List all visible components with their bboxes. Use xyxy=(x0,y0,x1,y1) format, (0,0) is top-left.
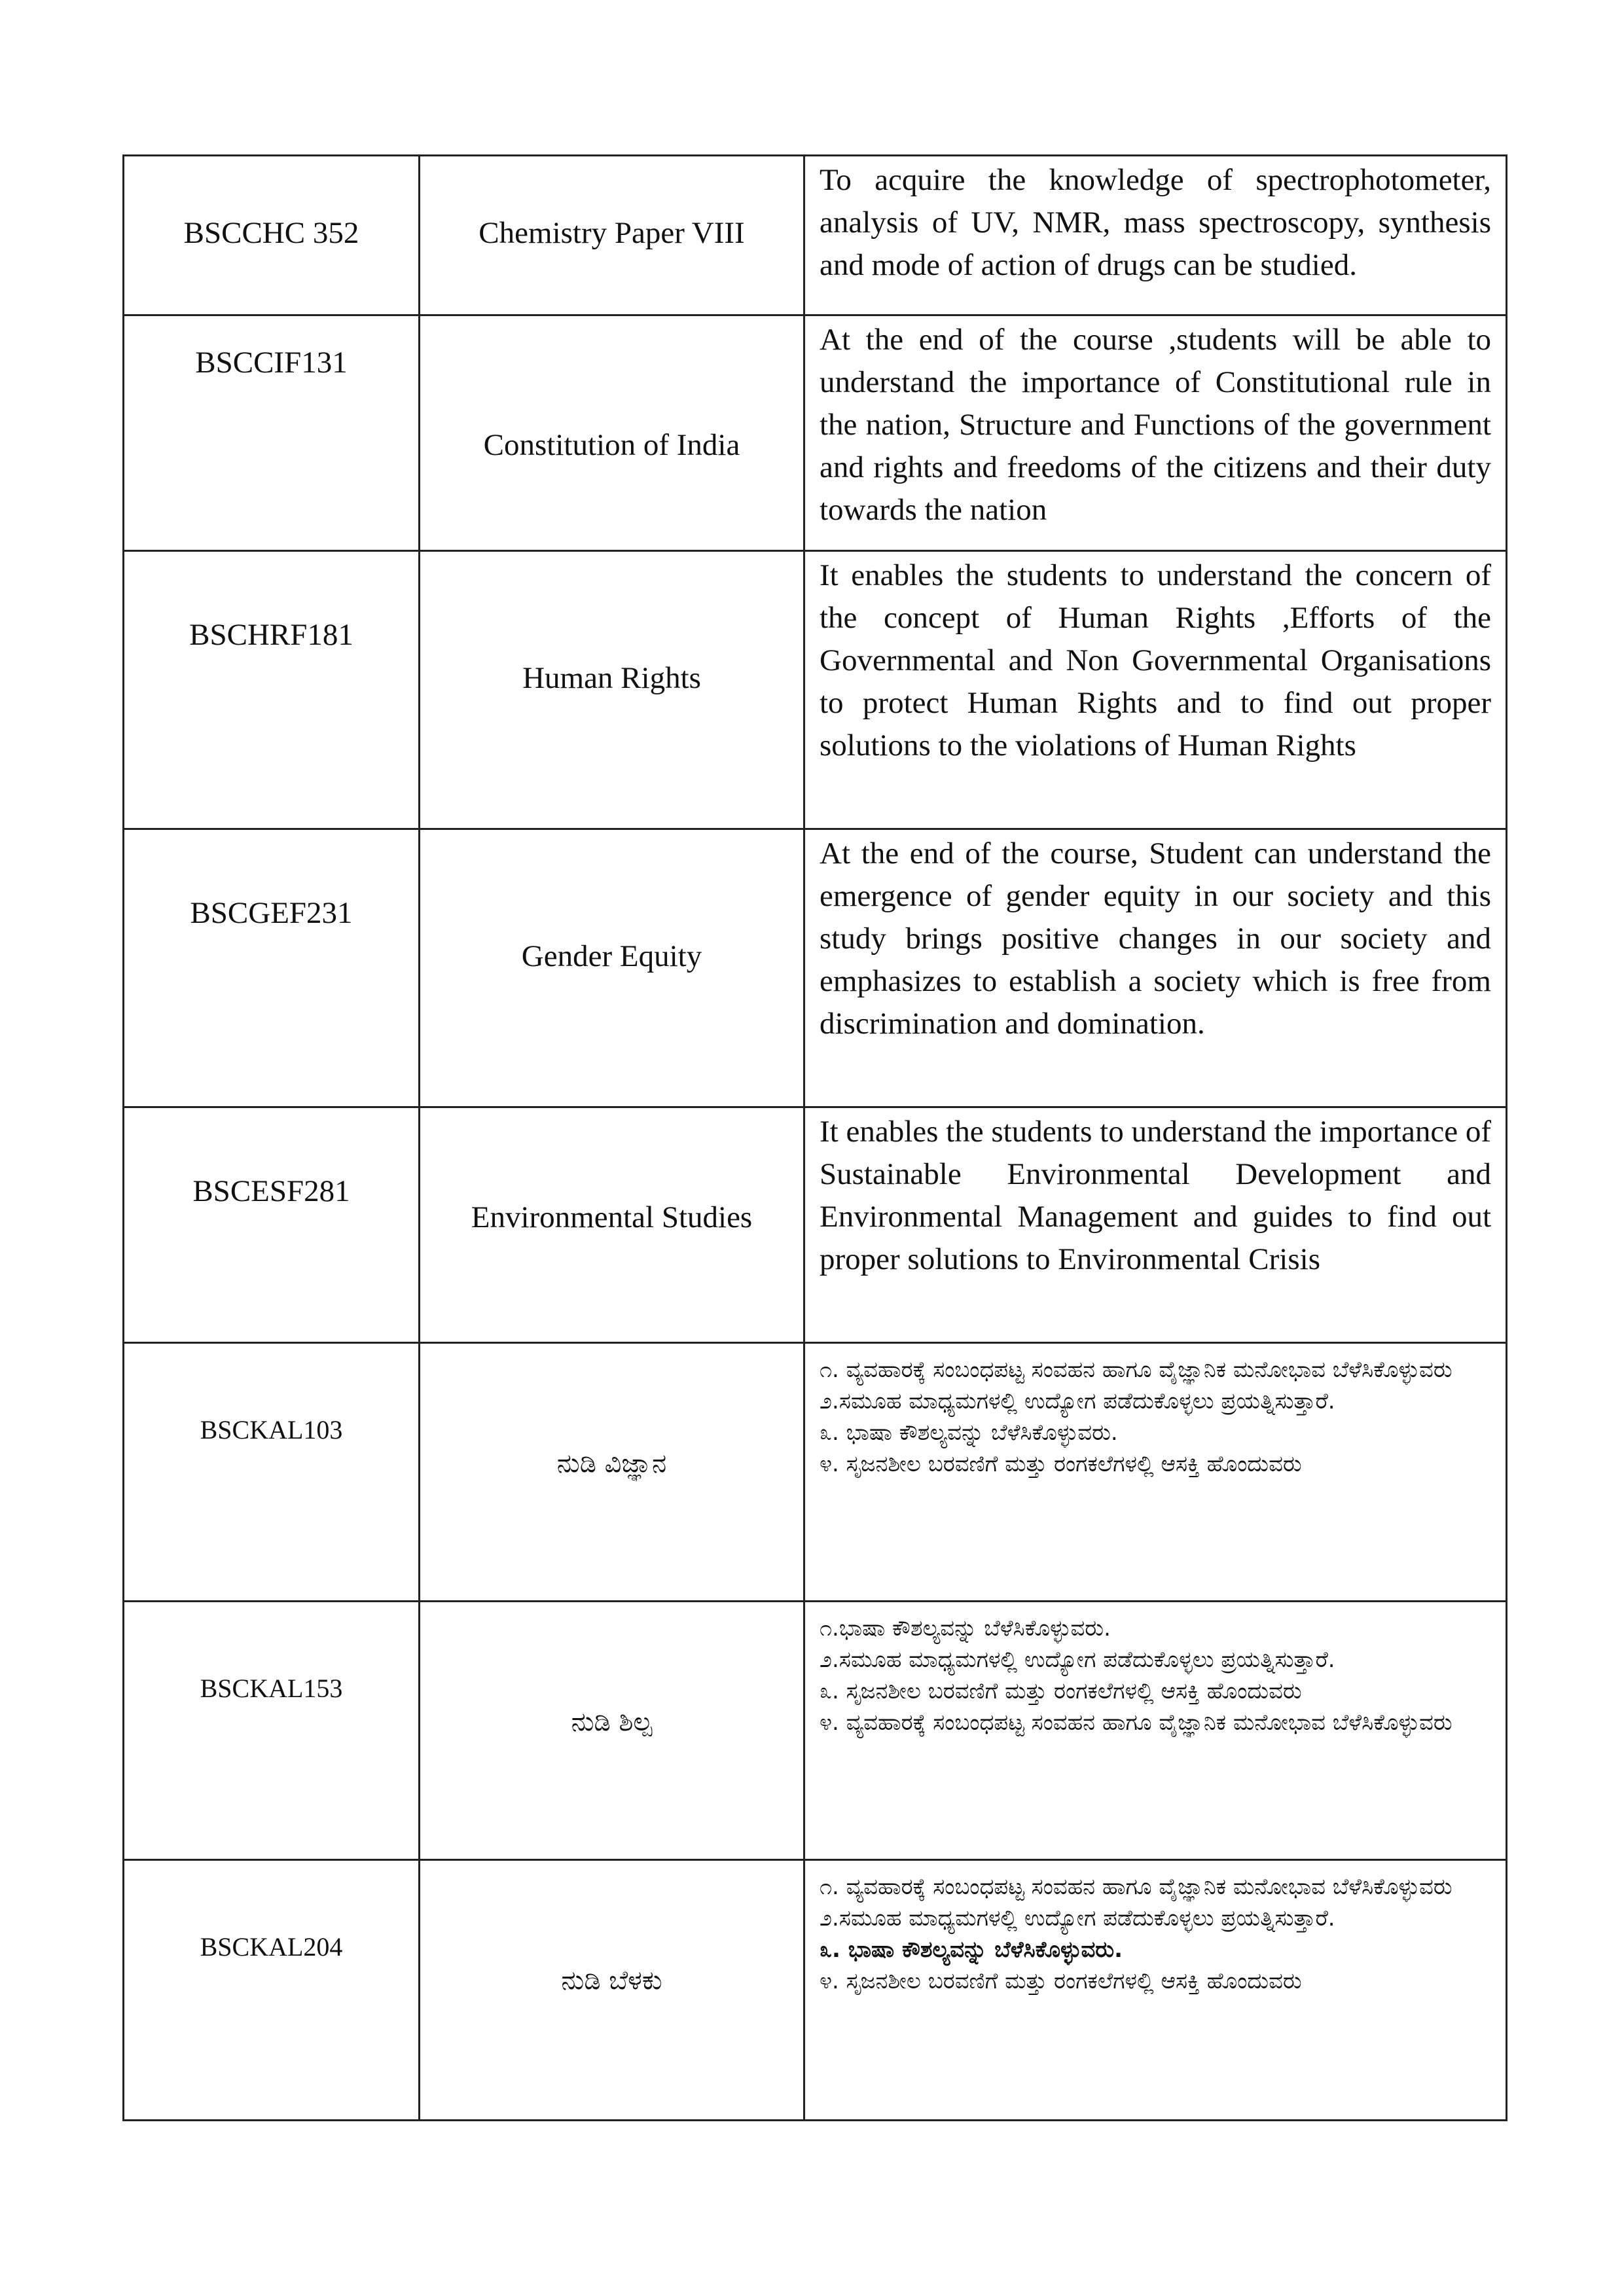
course-code-cell xyxy=(124,1860,420,2121)
outcome-line: ೪. ವ್ಯವಹಾರಕ್ಕೆ ಸಂಬಂಧಪಟ್ಟ ಸಂವಹನ ಹಾಗೂ ವೈಜ್ಞಾನಿಕ ಮನೋಭಾವ ಬೆಳೆಸಿಕೊಳ್ಳುವರು xyxy=(820,1710,1453,1736)
course-outcome-text: To acquire the knowledge of spectrophotometer, analysis of UV, NMR, mass spectroscopy, synthesis and mode of action of drugs can be studied. xyxy=(820,163,1491,282)
course-outcome-text: It enables the students to understand the concern of the concept of Human Rights ,Efforts of the Governmental and Non Governmental Organisations to protect Human Rights and to find out proper solutions to the violations of Human Rights xyxy=(820,558,1491,762)
outcome-line: ೨.ಸಮೂಹ ಮಾಧ್ಯಮಗಳಲ್ಲಿ ಉದ್ಯೋಗ ಪಡೆದುಕೊಳ್ಳಲು ಪ್ರಯತ್ನಿಸುತ್ತಾರೆ. xyxy=(820,1647,1335,1673)
table-row xyxy=(124,1343,1507,1602)
outcome-line: ೩. ಭಾಷಾ ಕೌಶಲ್ಯವನ್ನು ಬೆಳೆಸಿಕೊಳ್ಳುವರು. xyxy=(820,1937,1123,1963)
course-code: BSCKAL103 xyxy=(200,1415,343,1444)
course-title-cell xyxy=(420,829,804,1107)
outcome-line: ೧. ವ್ಯವಹಾರಕ್ಕೆ ಸಂಬಂಧಪಟ್ಟ ಸಂವಹನ ಹಾಗೂ ವೈಜ್ಞಾನಿಕ ಮನೋಭಾವ ಬೆಳೆಸಿಕೊಳ್ಳುವರು xyxy=(820,1357,1453,1383)
table-row xyxy=(124,156,1507,315)
course-title-cell xyxy=(420,1343,804,1602)
course-title-cell xyxy=(420,1602,804,1860)
course-code-cell xyxy=(124,551,420,829)
course-title-cell xyxy=(420,156,804,315)
table-row xyxy=(124,315,1507,551)
course-title: Constitution of India xyxy=(483,428,740,462)
course-code-cell xyxy=(124,829,420,1107)
course-code-cell xyxy=(124,1107,420,1343)
course-outcome-cell xyxy=(804,1602,1507,1860)
course-title-cell xyxy=(420,551,804,829)
course-code: BSCKAL204 xyxy=(200,1932,343,1962)
outcome-line: ೧.ಭಾಷಾ ಕೌಶಲ್ಯವನ್ನು ಬೆಳೆಸಿಕೊಳ್ಳುವರು. xyxy=(820,1615,1111,1641)
course-title: ನುಡಿ ಬೆಳಕು xyxy=(561,1965,662,1996)
course-outcome-cell xyxy=(804,156,1507,315)
course-outcome-cell xyxy=(804,551,1507,829)
course-title: Human Rights xyxy=(522,661,701,695)
course-outcome-cell xyxy=(804,1860,1507,2121)
course-outcome-cell xyxy=(804,1107,1507,1343)
course-outcome-cell xyxy=(804,829,1507,1107)
course-code: BSCESF281 xyxy=(192,1174,350,1208)
course-outcome-text: At the end of the course ,students will be able to understand the importance of Constitutional rule in the nation, Structure and Functions of the government and rights and freedoms of the citizens and their duty towards the nation xyxy=(820,323,1491,527)
course-code: BSCCHC 352 xyxy=(183,216,359,250)
course-title: Chemistry Paper VIII xyxy=(478,216,745,250)
course-title: Environmental Studies xyxy=(471,1200,753,1234)
course-code: BSCHRF181 xyxy=(189,618,353,652)
course-title-cell xyxy=(420,315,804,551)
outcome-line: ೩. ಭಾಷಾ ಕೌಶಲ್ಯವನ್ನು ಬೆಳೆಸಿಕೊಳ್ಳುವರು. xyxy=(820,1420,1118,1446)
outcome-line: ೪. ಸೃಜನಶೀಲ ಬರವಣಿಗೆ ಮತ್ತು ರಂಗಕಲೆಗಳಲ್ಲಿ ಆಸಕ್ತಿ ಹೊಂದುವರು xyxy=(820,1451,1302,1477)
table-row xyxy=(124,1860,1507,2121)
course-code: BSCGEF231 xyxy=(190,896,353,930)
course-code-cell xyxy=(124,1343,420,1602)
course-title: ನುಡಿ ವಿಜ್ಞಾನ xyxy=(556,1448,667,1479)
outcome-line: ೨.ಸಮೂಹ ಮಾಧ್ಯಮಗಳಲ್ಲಿ ಉದ್ಯೋಗ ಪಡೆದುಕೊಳ್ಳಲು ಪ್ರಯತ್ನಿಸುತ್ತಾರೆ. xyxy=(820,1905,1335,1931)
course-code-cell xyxy=(124,1602,420,1860)
course-title: ನುಡಿ ಶಿಲ್ಪ xyxy=(571,1707,653,1737)
table-row xyxy=(124,551,1507,829)
outcome-line: ೪. ಸೃಜನಶೀಲ ಬರವಣಿಗೆ ಮತ್ತು ರಂಗಕಲೆಗಳಲ್ಲಿ ಆಸಕ್ತಿ ಹೊಂದುವರು xyxy=(820,1968,1302,1994)
course-outcomes-table xyxy=(122,154,1507,2121)
course-code-cell xyxy=(124,156,420,315)
outcome-line: ೨.ಸಮೂಹ ಮಾಧ್ಯಮಗಳಲ್ಲಿ ಉದ್ಯೋಗ ಪಡೆದುಕೊಳ್ಳಲು ಪ್ರಯತ್ನಿಸುತ್ತಾರೆ. xyxy=(820,1388,1335,1414)
course-title-cell xyxy=(420,1860,804,2121)
course-title-cell xyxy=(420,1107,804,1343)
course-code: BSCKAL153 xyxy=(200,1674,343,1703)
outcome-line: ೩. ಸೃಜನಶೀಲ ಬರವಣಿಗೆ ಮತ್ತು ರಂಗಕಲೆಗಳಲ್ಲಿ ಆಸಕ್ತಿ ಹೊಂದುವರು xyxy=(820,1678,1302,1704)
course-title: Gender Equity xyxy=(521,939,702,973)
course-code: BSCCIF131 xyxy=(195,346,348,380)
table-row xyxy=(124,1602,1507,1860)
outcome-line: ೧. ವ್ಯವಹಾರಕ್ಕೆ ಸಂಬಂಧಪಟ್ಟ ಸಂವಹನ ಹಾಗೂ ವೈಜ್ಞಾನಿಕ ಮನೋಭಾವ ಬೆಳೆಸಿಕೊಳ್ಳುವರು xyxy=(820,1874,1453,1900)
course-outcome-cell xyxy=(804,315,1507,551)
table-row xyxy=(124,1107,1507,1343)
table-row xyxy=(124,829,1507,1107)
course-outcome-text: At the end of the course, Student can understand the emergence of gender equity in our society and this study brings positive changes in our society and emphasizes to establish a society which is free from discrimination and domination. xyxy=(820,836,1491,1041)
course-outcome-cell xyxy=(804,1343,1507,1602)
course-code-cell xyxy=(124,315,420,551)
course-outcome-text: It enables the students to understand the importance of Sustainable Environmental Development and Environmental Management and guides to find out proper solutions to Environmental Crisis xyxy=(820,1115,1491,1276)
